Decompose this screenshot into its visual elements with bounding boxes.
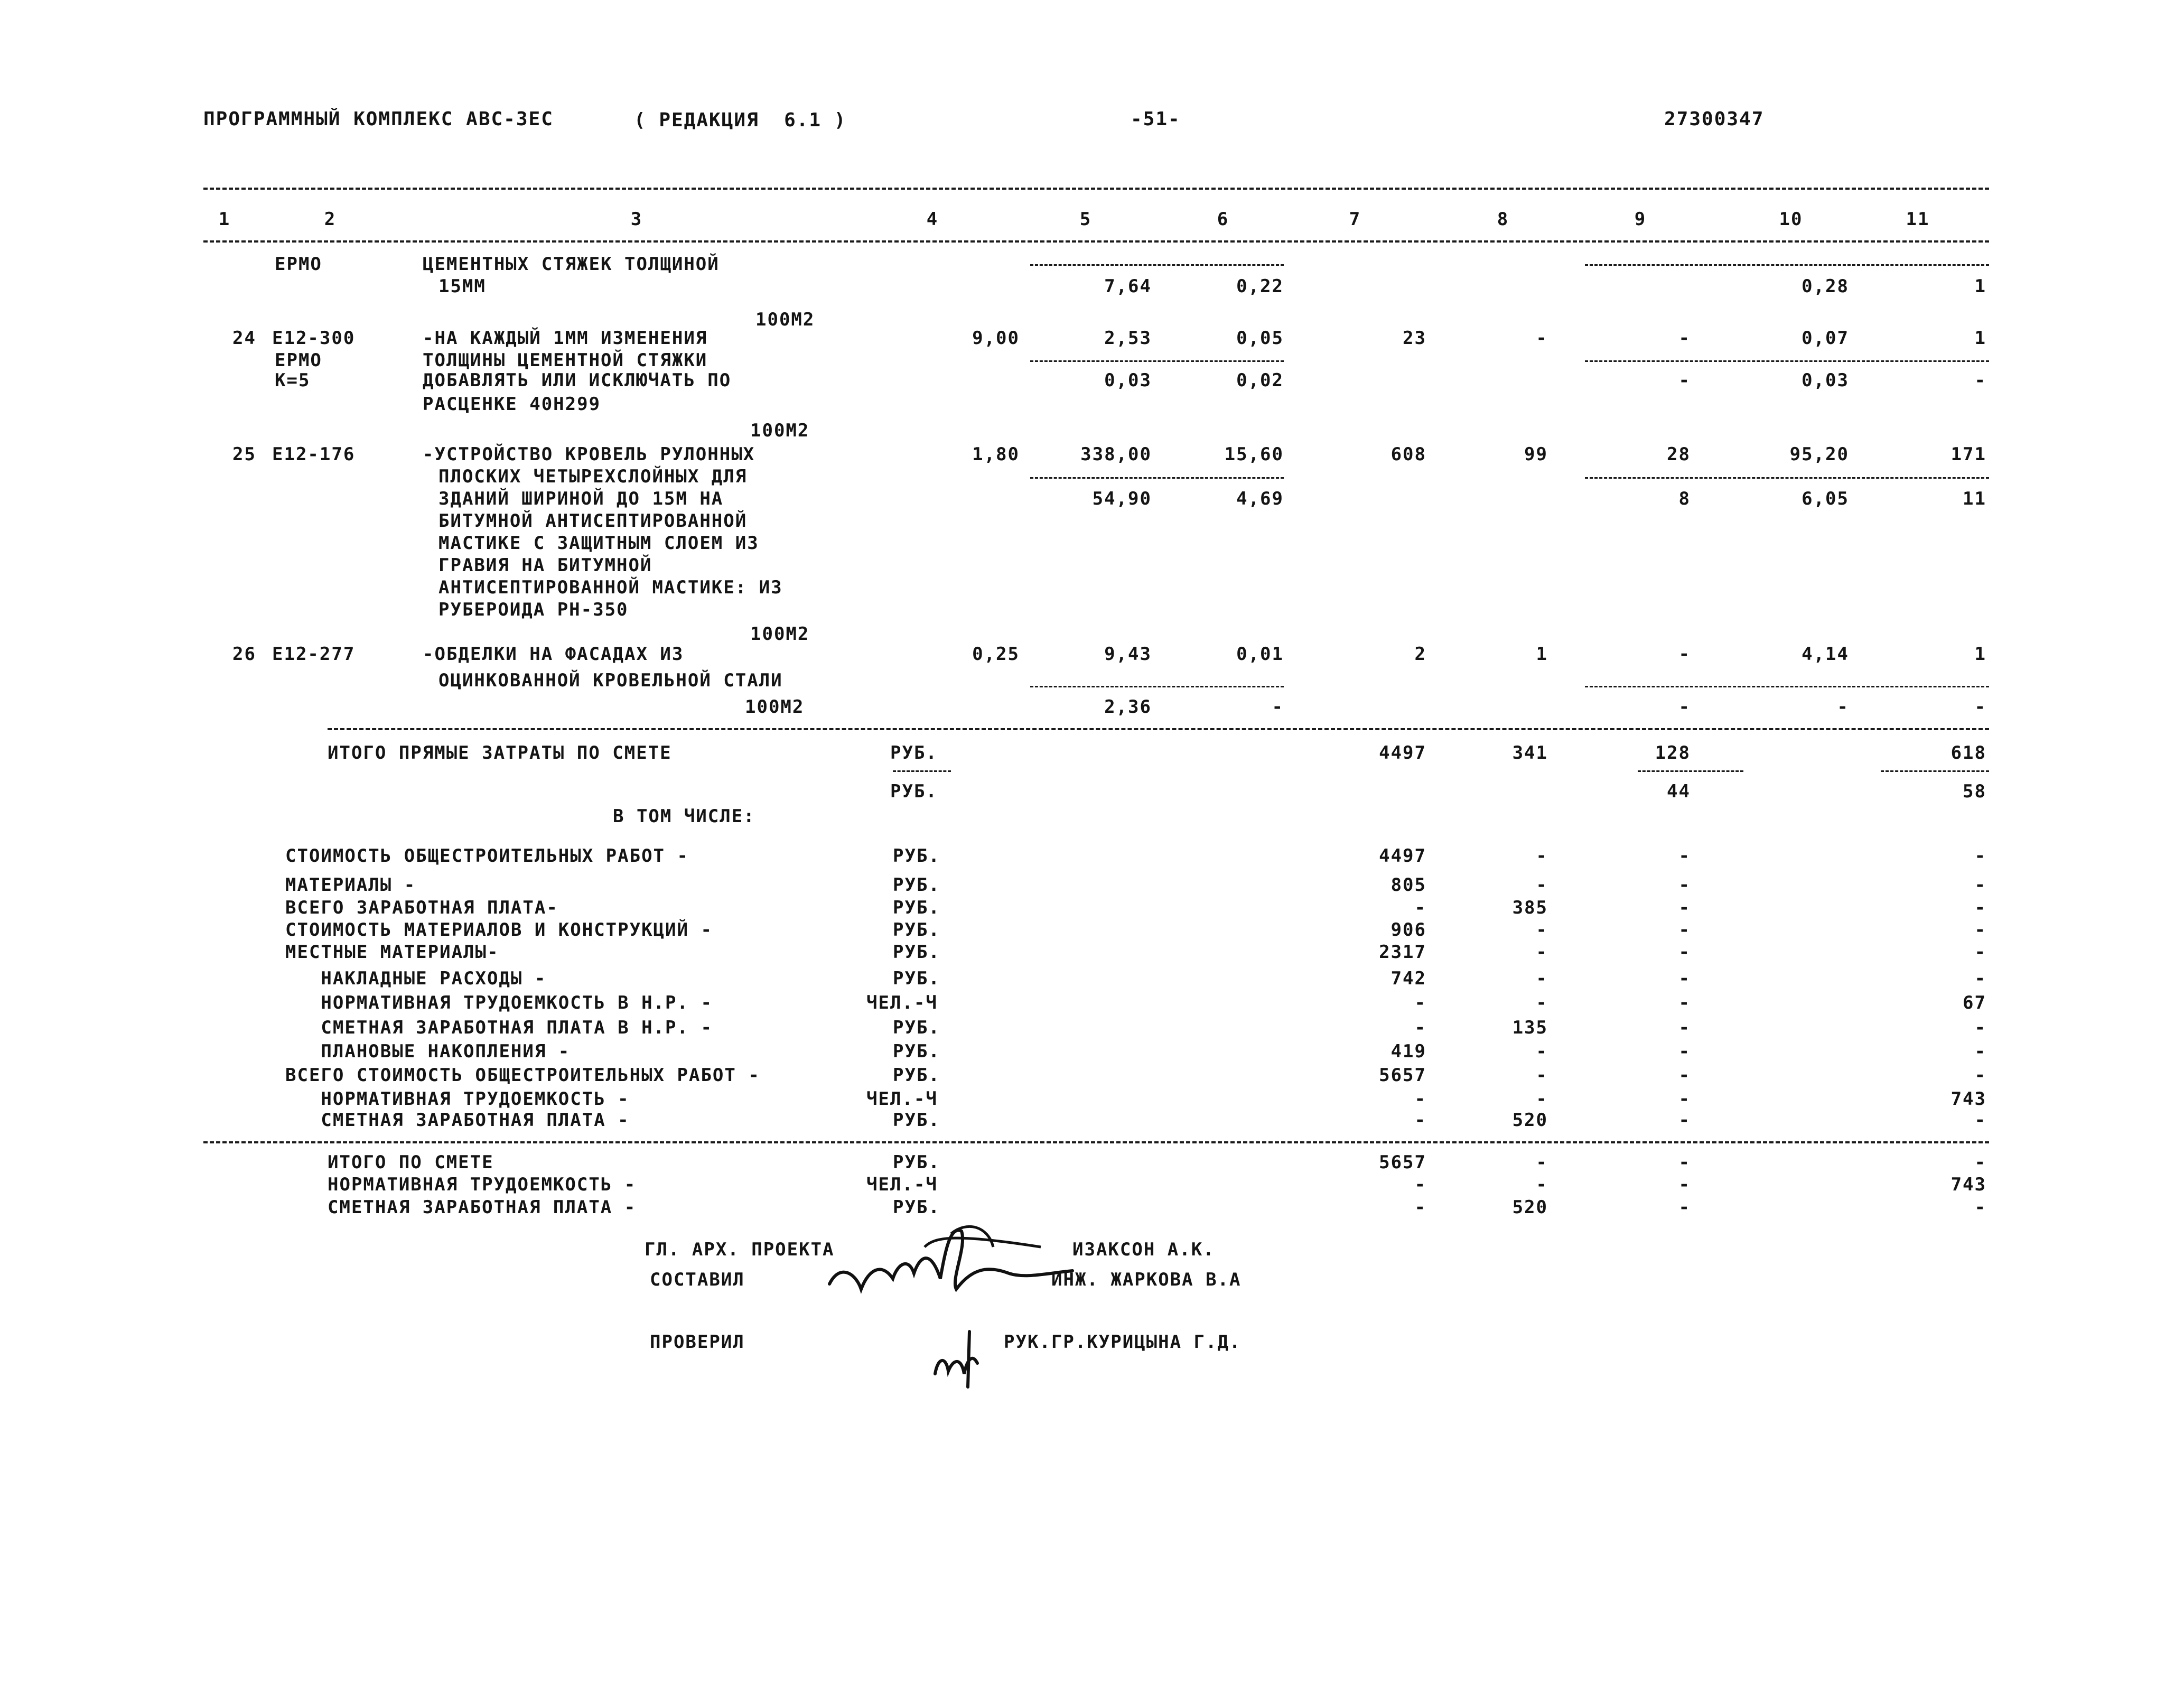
cell-col8: 99 [1524, 444, 1548, 465]
cell-col7: 4497 [1379, 742, 1426, 764]
cell-col7: - [1414, 992, 1426, 1013]
cell-col5: 2,53 [1104, 328, 1152, 349]
cell-col4: 1,80 [972, 444, 1020, 465]
row-description: ДОБАВЛЯТЬ ИЛИ ИСКЛЮЧАТЬ ПО [423, 370, 732, 391]
cell-col4: 9,00 [972, 328, 1020, 349]
cell-col8: - [1536, 328, 1548, 349]
cell-col9: - [1678, 1174, 1691, 1195]
cell-col9: - [1678, 1110, 1691, 1131]
page-number: -51- [1131, 108, 1181, 130]
breakdown-unit: РУБ. [893, 845, 940, 867]
row-description: БИТУМНОЙ АНТИСЕПТИРОВАННОЙ [438, 510, 748, 532]
row-description: ОЦИНКОВАННОЙ КРОВЕЛЬНОЙ СТАЛИ [438, 670, 783, 691]
header-bottom-rule [203, 240, 1989, 243]
row-description: ЗДАНИЙ ШИРИНОЙ ДО 15М НА [438, 488, 724, 509]
row-description: -УСТРОЙСТВО КРОВЕЛЬ РУЛОННЫХ [423, 444, 755, 465]
cell-col8: 1 [1536, 644, 1548, 665]
cell-col8: - [1536, 968, 1548, 989]
cell-col8: - [1536, 1088, 1548, 1110]
cell-col11: - [1974, 968, 1986, 989]
summary-top-rule [203, 1141, 1989, 1143]
compiled-by-label: СОСТАВИЛ [650, 1269, 745, 1290]
breakdown-unit: РУБ. [893, 942, 940, 963]
row-code: Е12-300 [272, 328, 356, 349]
cell-col8: 385 [1512, 897, 1548, 918]
cell-col11: - [1974, 1017, 1986, 1038]
cell-col6: 0,02 [1236, 370, 1284, 391]
cell-col9: 128 [1655, 742, 1691, 764]
cell-col11: 11 [1963, 488, 1986, 509]
column-header: 1 [218, 209, 231, 230]
cell-col10: 6,05 [1802, 488, 1849, 509]
cell-col9: - [1678, 874, 1691, 896]
row-description: РАСЦЕНКЕ 40Н299 [423, 394, 601, 415]
cell-col9: - [1678, 897, 1691, 918]
summary-label: СМЕТНАЯ ЗАРАБОТНАЯ ПЛАТА - [328, 1197, 637, 1218]
cell-col7: 5657 [1379, 1152, 1426, 1173]
cell-col9: 28 [1667, 444, 1691, 465]
cell-col7: 419 [1390, 1041, 1426, 1062]
cell-col6: 0,01 [1236, 644, 1284, 665]
cell-col7: 4497 [1379, 845, 1426, 867]
breakdown-unit: РУБ. [893, 874, 940, 896]
sub-rule [893, 770, 951, 772]
row-description: ТОЛЩИНЫ ЦЕМЕНТНОЙ СТЯЖКИ [423, 350, 708, 371]
cell-col9: - [1678, 696, 1691, 718]
summary-unit: РУБ. [893, 1197, 940, 1218]
breakdown-label: СМЕТНАЯ ЗАРАБОТНАЯ ПЛАТА В Н.Р. - [285, 1017, 713, 1038]
cell-col11: - [1974, 919, 1986, 941]
column-header: 5 [1079, 209, 1092, 230]
chief-architect-label: ГЛ. АРХ. ПРОЕКТА [645, 1239, 835, 1260]
row-number: 24 [232, 328, 256, 349]
cell-col11: - [1974, 1152, 1986, 1173]
cell-col7: - [1414, 1088, 1426, 1110]
cell-col10: 95,20 [1789, 444, 1849, 465]
cell-col5: 54,90 [1092, 488, 1152, 509]
cell-col9: - [1678, 370, 1691, 391]
sub-rule [1585, 477, 1989, 479]
cell-col7: 805 [1390, 874, 1426, 896]
column-header: 3 [630, 209, 643, 230]
column-header: 8 [1497, 209, 1509, 230]
cell-col6: - [1272, 696, 1284, 718]
cell-col9: 44 [1667, 781, 1691, 802]
breakdown-label: СМЕТНАЯ ЗАРАБОТНАЯ ПЛАТА - [285, 1110, 630, 1131]
breakdown-label: НОРМАТИВНАЯ ТРУДОЕМКОСТЬ - [285, 1088, 630, 1110]
cell-col11: - [1974, 897, 1986, 918]
breakdown-label: МАТЕРИАЛЫ - [285, 874, 416, 896]
breakdown-unit: РУБ. [893, 897, 940, 918]
summary-label: ИТОГО ПО СМЕТЕ [328, 1152, 494, 1173]
cell-col9: - [1678, 919, 1691, 941]
cell-col6: 4,69 [1236, 488, 1284, 509]
cell-col11: 743 [1950, 1088, 1986, 1110]
column-header: 4 [926, 209, 939, 230]
cell-col7: 608 [1390, 444, 1426, 465]
totals-label: ИТОГО ПРЯМЫЕ ЗАТРАТЫ ПО СМЕТЕ [328, 742, 672, 764]
cell-col9: - [1678, 1088, 1691, 1110]
cell-col8: - [1536, 845, 1548, 867]
sub-rule [1030, 686, 1284, 687]
cell-col11: - [1974, 696, 1986, 718]
cell-col11: 1 [1974, 328, 1986, 349]
checked-by-label: ПРОВЕРИЛ [650, 1332, 745, 1353]
cell-col7: - [1414, 1110, 1426, 1131]
cell-col9: - [1678, 845, 1691, 867]
breakdown-label: МЕСТНЫЕ МАТЕРИАЛЫ- [285, 942, 499, 963]
cell-col11: - [1974, 845, 1986, 867]
row-code: Е12-176 [272, 444, 356, 465]
cell-col11: 67 [1963, 992, 1986, 1013]
breakdown-label: НАКЛАДНЫЕ РАСХОДЫ - [285, 968, 547, 989]
row-unit: 100М2 [745, 696, 805, 718]
cell-col5: 338,00 [1080, 444, 1152, 465]
column-header: 10 [1779, 209, 1803, 230]
cell-col11: 1 [1974, 644, 1986, 665]
breakdown-label: ВСЕГО ЗАРАБОТНАЯ ПЛАТА- [285, 897, 558, 918]
column-header: 11 [1906, 209, 1930, 230]
cell-col9: - [1678, 992, 1691, 1013]
cell-col11: - [1974, 370, 1986, 391]
cell-col8: - [1536, 1041, 1548, 1062]
cell-col9: - [1678, 968, 1691, 989]
row-unit: 100М2 [750, 623, 810, 645]
cell-col11: 171 [1950, 444, 1986, 465]
column-header: 7 [1349, 209, 1361, 230]
row-unit: 100М2 [755, 309, 815, 330]
cell-col9: - [1678, 1152, 1691, 1173]
breakdown-label: СТОИМОСТЬ МАТЕРИАЛОВ И КОНСТРУКЦИЙ - [285, 919, 713, 941]
breakdown-label: ПЛАНОВЫЕ НАКОПЛЕНИЯ - [285, 1041, 571, 1062]
breakdown-unit: ЧЕЛ.-Ч [866, 992, 938, 1013]
cell-col9: - [1678, 942, 1691, 963]
compiled-by-name: ИНЖ. ЖАРКОВА В.А [1051, 1269, 1242, 1290]
totals-top-rule [328, 728, 1989, 730]
edition-label: ( РЕДАКЦИЯ 6.1 ) [634, 109, 847, 131]
breakdown-label: НОРМАТИВНАЯ ТРУДОЕМКОСТЬ В Н.Р. - [285, 992, 713, 1013]
cell-col8: - [1536, 992, 1548, 1013]
row-number: 26 [232, 644, 256, 665]
cell-col9: 8 [1678, 488, 1691, 509]
cell-col11: - [1974, 1065, 1986, 1086]
cell-col6: 0,22 [1236, 276, 1284, 297]
row-description: РУБЕРОИДА РН-350 [438, 599, 629, 620]
cell-col9: - [1678, 644, 1691, 665]
cell-col7: 5657 [1379, 1065, 1426, 1086]
row-sub-code: К=5 [275, 370, 311, 391]
row-description: 15ММ [438, 276, 486, 297]
program-title: ПРОГРАММНЫЙ КОМПЛЕКС АВС-3ЕС [203, 108, 554, 130]
cell-col10: - [1837, 696, 1849, 718]
row-description: ПЛОСКИХ ЧЕТЫРЕХСЛОЙНЫХ ДЛЯ [438, 466, 748, 487]
row-sub-code: ЕРМО [275, 350, 322, 371]
checked-by-name: РУК.ГР.КУРИЦЫНА Г.Д. [1004, 1332, 1242, 1353]
cell-col11: 58 [1963, 781, 1986, 802]
cell-col11: 618 [1950, 742, 1986, 764]
cell-col11: 1 [1974, 276, 1986, 297]
cell-col4: 0,25 [972, 644, 1020, 665]
cell-col8: 135 [1512, 1017, 1548, 1038]
cell-col5: 9,43 [1104, 644, 1152, 665]
breakdown-unit: РУБ. [893, 1041, 940, 1062]
column-header: 9 [1634, 209, 1647, 230]
cell-col6: 15,60 [1224, 444, 1284, 465]
totals-unit: РУБ. [890, 781, 938, 802]
sub-rule [1585, 360, 1989, 362]
sub-rule [1030, 360, 1284, 362]
row-description: -НА КАЖДЫЙ 1ММ ИЗМЕНЕНИЯ [423, 328, 708, 349]
row-description: АНТИСЕПТИРОВАННОЙ МАСТИКЕ: ИЗ [438, 577, 783, 598]
column-header: 6 [1217, 209, 1229, 230]
cell-col10: 0,03 [1802, 370, 1849, 391]
handwritten-signature [930, 1321, 993, 1390]
handwritten-signature [819, 1215, 1083, 1310]
totals-unit: РУБ. [890, 742, 938, 764]
cell-col10: 0,28 [1802, 276, 1849, 297]
cell-col6: 0,05 [1236, 328, 1284, 349]
sub-rule [1030, 477, 1284, 479]
breakdown-label: ВСЕГО СТОИМОСТЬ ОБЩЕСТРОИТЕЛЬНЫХ РАБОТ - [285, 1065, 760, 1086]
cell-col11: - [1974, 1041, 1986, 1062]
cell-col7: 2317 [1379, 942, 1426, 963]
cell-col11: - [1974, 874, 1986, 896]
cell-col7: - [1414, 1017, 1426, 1038]
chief-architect-name: ИЗАКСОН А.К. [1072, 1239, 1215, 1260]
cell-col7: 2 [1414, 644, 1426, 665]
breakdown-label: СТОИМОСТЬ ОБЩЕСТРОИТЕЛЬНЫХ РАБОТ - [285, 845, 689, 867]
cell-col11: - [1974, 1197, 1986, 1218]
document-code: 27300347 [1664, 108, 1765, 130]
sub-rule [1881, 770, 1989, 772]
summary-unit: ЧЕЛ.-Ч [866, 1174, 938, 1195]
breakdown-unit: ЧЕЛ.-Ч [866, 1088, 938, 1110]
row-description: МАСТИКЕ С ЗАЩИТНЫМ СЛОЕМ ИЗ [438, 533, 759, 554]
sub-rule [1585, 686, 1989, 687]
cell-col10: 4,14 [1802, 644, 1849, 665]
cell-col8: - [1536, 1065, 1548, 1086]
cell-col5: 0,03 [1104, 370, 1152, 391]
cell-col11: - [1974, 1110, 1986, 1131]
row-description: ГРАВИЯ НА БИТУМНОЙ [438, 555, 652, 576]
cell-col7: 906 [1390, 919, 1426, 941]
cell-col11: 743 [1950, 1174, 1986, 1195]
row-number: 25 [232, 444, 256, 465]
row-code: Е12-277 [272, 644, 356, 665]
cell-col7: 742 [1390, 968, 1426, 989]
cell-col8: - [1536, 1152, 1548, 1173]
summary-unit: РУБ. [893, 1152, 940, 1173]
including-label: В ТОМ ЧИСЛЕ: [613, 806, 755, 827]
sub-rule [1638, 770, 1743, 772]
cell-col7: 23 [1403, 328, 1426, 349]
cell-col5: 7,64 [1104, 276, 1152, 297]
sub-rule [1585, 264, 1989, 266]
row-code: ЕРМО [275, 254, 322, 275]
breakdown-unit: РУБ. [893, 968, 940, 989]
cell-col8: 341 [1512, 742, 1548, 764]
cell-col9: - [1678, 1065, 1691, 1086]
cell-col11: - [1974, 942, 1986, 963]
cell-col9: - [1678, 328, 1691, 349]
cell-col9: - [1678, 1041, 1691, 1062]
cell-col7: - [1414, 1174, 1426, 1195]
summary-label: НОРМАТИВНАЯ ТРУДОЕМКОСТЬ - [328, 1174, 637, 1195]
cell-col7: - [1414, 897, 1426, 918]
cell-col8: 520 [1512, 1110, 1548, 1131]
cell-col8: - [1536, 942, 1548, 963]
row-description: -ОБДЕЛКИ НА ФАСАДАХ ИЗ [423, 644, 684, 665]
breakdown-unit: РУБ. [893, 1110, 940, 1131]
cell-col9: - [1678, 1017, 1691, 1038]
cell-col9: - [1678, 1197, 1691, 1218]
breakdown-unit: РУБ. [893, 1017, 940, 1038]
column-header: 2 [324, 209, 337, 230]
breakdown-unit: РУБ. [893, 919, 940, 941]
row-unit: 100М2 [750, 420, 810, 441]
cell-col10: 0,07 [1802, 328, 1849, 349]
row-description: ЦЕМЕНТНЫХ СТЯЖЕК ТОЛЩИНОЙ [423, 254, 720, 275]
cell-col8: - [1536, 874, 1548, 896]
cell-col8: - [1536, 919, 1548, 941]
breakdown-unit: РУБ. [893, 1065, 940, 1086]
sub-rule [1030, 264, 1284, 266]
table-top-rule [203, 188, 1989, 190]
cell-col7: - [1414, 1197, 1426, 1218]
cell-col8: - [1536, 1174, 1548, 1195]
cell-col5: 2,36 [1104, 696, 1152, 718]
cell-col8: 520 [1512, 1197, 1548, 1218]
